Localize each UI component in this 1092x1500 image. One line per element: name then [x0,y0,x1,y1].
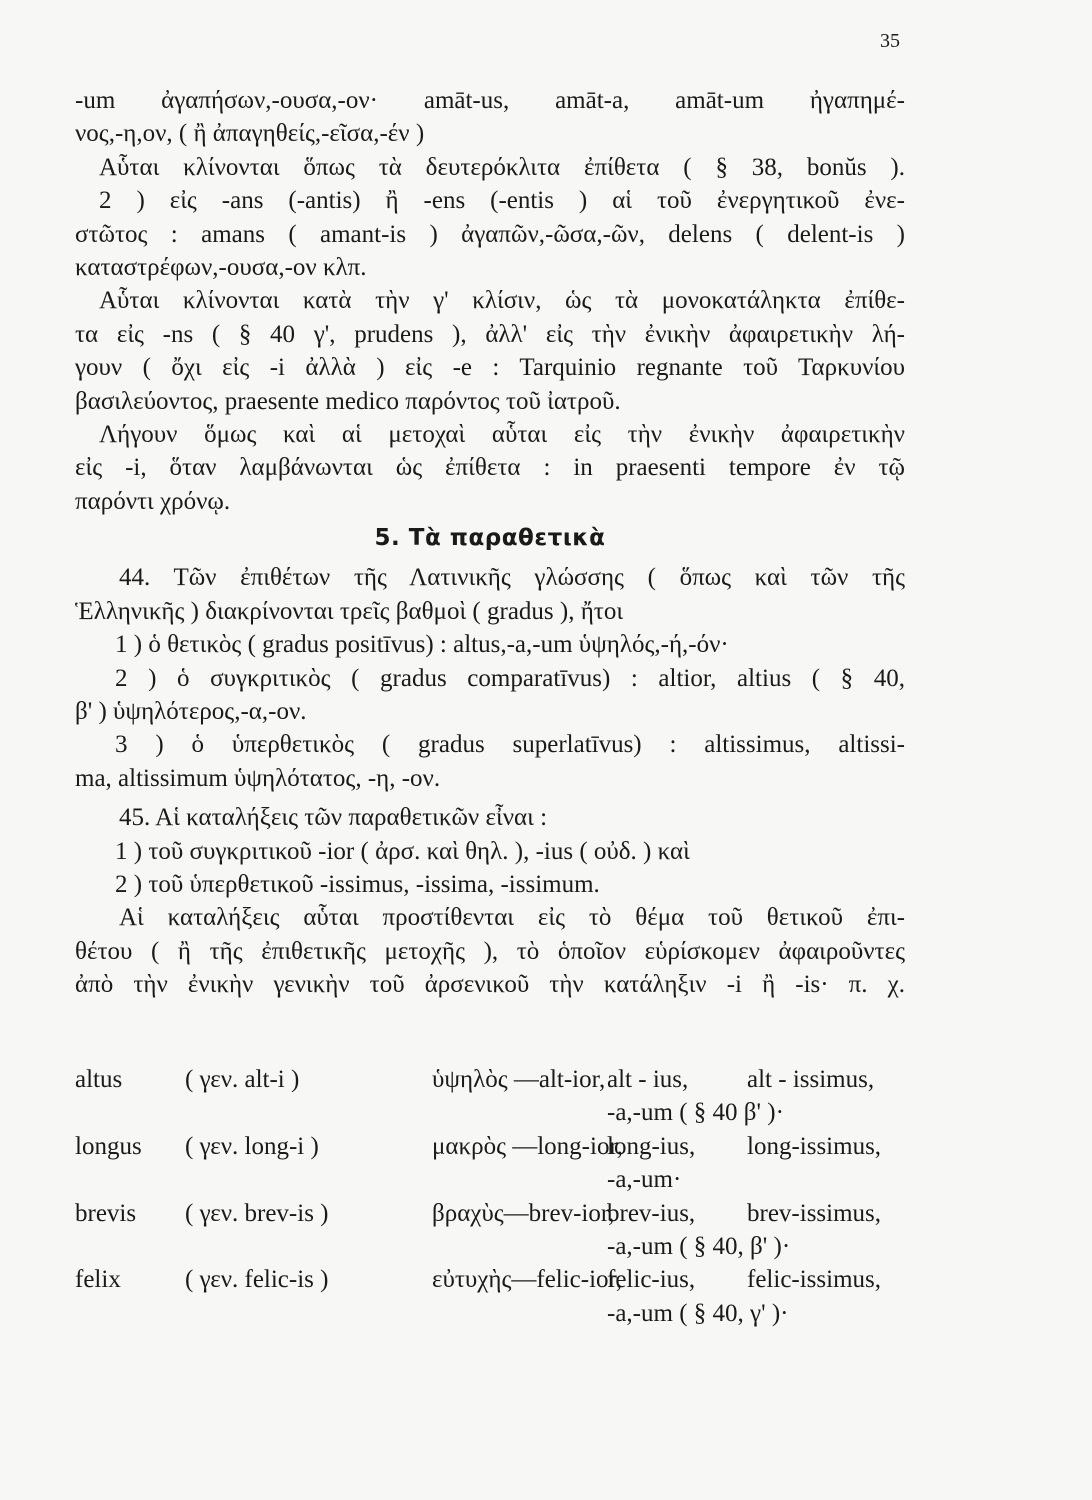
text-line: Αὗται κλίνονται ὅπως τὰ δευτερόκλιτα ἐπίθετα ( § 38, bonŭs ). [99,153,905,181]
text-line: θέτου ( ἢ τῆς ἐπιθετικῆς μετοχῆς ), τὸ ὁποῖον εὑρίσκομεν ἀφαιροῦντες [75,937,905,965]
paragraph-45-start: 45. Αἱ καταλήξεις τῶν παραθετικῶν εἶναι : [119,804,548,832]
section-heading: 5. Τὰ παραθετικὰ [374,525,606,552]
text-line: Αἱ καταλήξεις αὗται προστίθενται εἰς τὸ θέμα τοῦ θετικοῦ ἐπι- [119,904,905,932]
example-genitive: ( γεν. alt-i ) [185,1066,300,1093]
example-ending: -a,-um ( § 40, β' )· [607,1232,791,1260]
text-line: 1 ) ὁ θετικὸς ( gradus positīvus) : altus,-a,-um ὑψηλός,-ή,-όν· [115,631,729,659]
example-superlative: brev-issimus, [747,1199,882,1227]
text-line: παρόντι χρόνῳ. [75,487,231,515]
example-comparative: βραχὺς—brev-ior, [432,1199,615,1227]
example-superlative: alt - issimus, [747,1066,875,1093]
example-ending: -a,-um· [607,1166,682,1194]
text-line: ma, altissimum ὑψηλότατος, -η, -ον. [75,764,441,792]
text-line: τα εἰς -ns ( § 40 γ', prudens ), ἀλλ' εἰς τὴν ἐνικὴν ἀφαιρετικὴν λή- [75,320,905,348]
text-line: -um ἀγαπήσων,-ουσα,-ον· amāt-us, amāt-a, amāt-um ἠγαπημέ- [75,87,905,114]
text-line: Αὗται κλίνονται κατὰ τὴν γ' κλίσιν, ὡς τὰ μονοκατάληκτα ἐπίθε- [99,287,905,315]
paragraph-44-start: 44. Τῶν ἐπιθέτων τῆς Λατινικῆς γλώσσης ( ὅπως καὶ τῶν τῆς [119,564,905,592]
example-ending: -a,-um ( § 40, γ' )· [607,1299,789,1327]
example-word: longus [75,1132,142,1160]
example-row [75,1063,905,1096]
example-neuter: brev-ius, [607,1199,696,1227]
example-row [75,1197,905,1230]
example-genitive: ( γεν. felic-is ) [185,1266,329,1294]
body-text [75,84,905,1002]
example-row-ending [75,1163,905,1196]
text-line: 2 ) ὁ συγκριτικὸς ( gradus comparatīvus) : altior, altius ( § 40, [115,664,905,692]
text-line: εἰς -i, ὅταν λαμβάνωνται ὡς ἐπίθετα : in praesenti tempore ἐν τῷ [75,454,905,482]
example-superlative: felic-issimus, [747,1266,882,1294]
example-word: brevis [75,1199,137,1227]
examples-table [75,1063,905,1330]
example-word: felix [75,1266,121,1294]
text-line: β' ) ὑψηλότερος,-α,-ον. [75,698,307,726]
example-comparative: ὑψηλὸς —alt-ior, [432,1066,606,1093]
text-line: 2 ) τοῦ ὑπερθετικοῦ -issimus, -issima, -issimum. [115,870,600,898]
example-row-ending [75,1230,905,1263]
example-superlative: long-issimus, [747,1132,882,1160]
text-line: γουν ( ὄχι εἰς -i ἀλλὰ ) εἰς -e : Tarquinio regnante τοῦ Ταρκυνίου [75,354,905,382]
example-row-ending [75,1096,905,1129]
text-line: βασιλεύοντος, praesente medico παρόντος τοῦ ἰατροῦ. [75,387,621,415]
example-comparative: εὐτυχὴς—felic-ior, [432,1266,623,1294]
text-line: ἀπὸ τὴν ἐνικὴν γενικὴν τοῦ ἀρσενικοῦ τὴν κατάληξιν -i ἢ -is· π. χ. [75,971,905,999]
text-line: 1 ) τοῦ συγκριτικοῦ -ior ( ἀρσ. καὶ θηλ. ), -ius ( οὐδ. ) καὶ [115,837,690,865]
text-line: στῶτος : amans ( amant-is ) ἀγαπῶν,-ῶσα,-ῶν, delens ( delent-is ) [75,220,905,248]
example-neuter: long-ius, [607,1132,696,1160]
example-row [75,1130,905,1163]
example-neuter: alt - ius, [607,1066,689,1093]
text-line: καταστρέφων,-ουσα,-ον κλπ. [75,253,367,281]
example-row-ending [75,1297,905,1330]
example-row [75,1263,905,1296]
example-ending: -a,-um ( § 40 β' )· [607,1099,784,1127]
example-neuter: felic-ius, [607,1266,696,1294]
text-line: 3 ) ὁ ὑπερθετικὸς ( gradus superlatīvus) : altissimus, altissi- [115,731,905,759]
example-genitive: ( γεν. long-i ) [185,1132,319,1160]
text-line: Ἑλληνικῆς ) διακρίνονται τρεῖς βαθμοὶ ( gradus ), ἤτοι [75,597,624,625]
example-genitive: ( γεν. brev-is ) [185,1199,329,1227]
example-comparative: μακρὸς —long-ior, [432,1132,624,1160]
text-line: 2 ) εἰς -ans (-antis) ἢ -ens (-entis ) αἱ τοῦ ἐνεργητικοῦ ἐνε- [99,187,905,215]
example-word: altus [75,1066,123,1093]
page-number: 35 [880,30,900,52]
text-line: Λήγουν ὅμως καὶ αἱ μετοχαὶ αὗται εἰς τὴν ἐνικὴν ἀφαιρετικὴν [99,420,905,448]
text-line: νος,-η,ον, ( ἢ ἀπαγηθείς,-εῖσα,-έν ) [75,120,425,148]
